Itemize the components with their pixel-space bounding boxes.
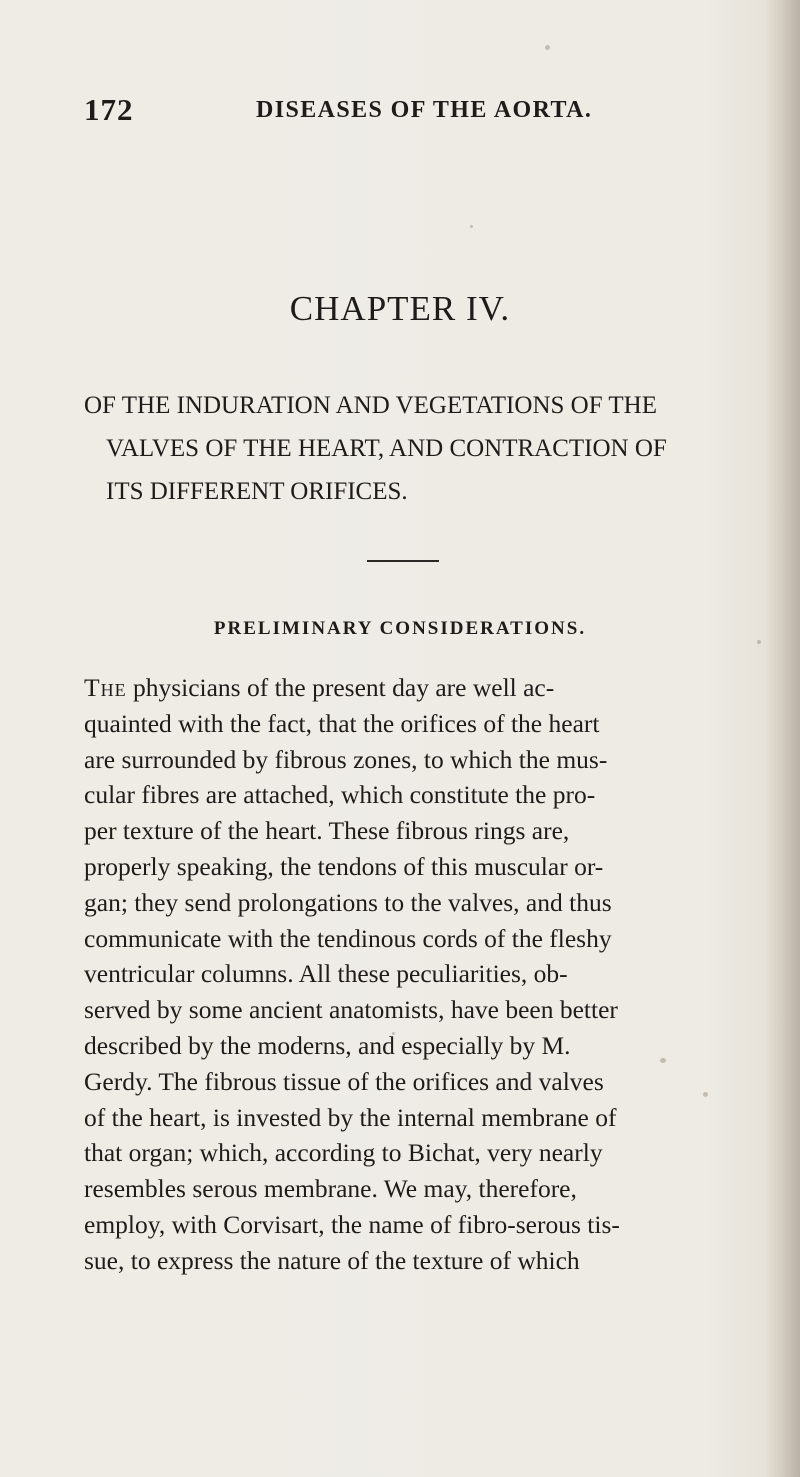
page-number: 172 xyxy=(84,92,134,127)
text-line: per texture of the heart. These fibrous rings are, xyxy=(84,816,570,846)
text-line xyxy=(84,670,774,706)
text-line: Gerdy. The fibrous tissue of the orifices and valves xyxy=(84,1066,604,1096)
text-line: gan; they send prolongations to the valves, and thus xyxy=(84,887,612,917)
text-line: of the heart, is invested by the internal membrane of xyxy=(84,1102,617,1132)
text-line: properly speaking, the tendons of this muscular or- xyxy=(84,851,604,881)
text-line: resembles serous membrane. We may, therefore, xyxy=(84,1174,577,1204)
chapter-subtitle-line: VALVES OF THE HEART, AND CONTRACTION OF xyxy=(106,435,667,462)
text-line: that organ; which, according to Bichat, very nearly xyxy=(84,1138,603,1168)
section-divider-rule xyxy=(367,560,439,562)
text-line: described by the moderns, and especially by M. xyxy=(84,1030,571,1060)
text-line-rest: physicians of the present day are well ac- xyxy=(126,673,555,702)
chapter-subtitle-line: ITS DIFFERENT ORIFICES. xyxy=(106,478,408,505)
text-line: employ, with Corvisart, the name of fibro-serous tis- xyxy=(84,1209,620,1239)
chapter-title: CHAPTER IV. xyxy=(289,289,511,328)
chapter-subtitle xyxy=(84,384,764,513)
lead-word: The xyxy=(84,673,127,702)
text-line: quainted with the fact, that the orifices of the heart xyxy=(84,708,600,738)
text-line: cular fibres are attached, which constitute the pro- xyxy=(84,780,596,810)
running-head xyxy=(84,92,734,132)
running-title: DISEASES OF THE AORTA. xyxy=(256,97,593,123)
text-line: served by some ancient anatomists, have been better xyxy=(84,995,618,1025)
body-paragraph xyxy=(84,670,774,1279)
text-line: sue, to express the nature of the texture of which xyxy=(84,1245,580,1275)
chapter-subtitle-line: OF THE INDURATION AND VEGETATIONS OF THE xyxy=(84,392,657,419)
text-line: ventricular columns. All these peculiarities, ob- xyxy=(84,959,568,989)
text-line: are surrounded by fibrous zones, to which the mus- xyxy=(84,744,608,774)
text-line: communicate with the tendinous cords of the fleshy xyxy=(84,923,612,953)
section-heading: PRELIMINARY CONSIDERATIONS. xyxy=(213,618,587,639)
